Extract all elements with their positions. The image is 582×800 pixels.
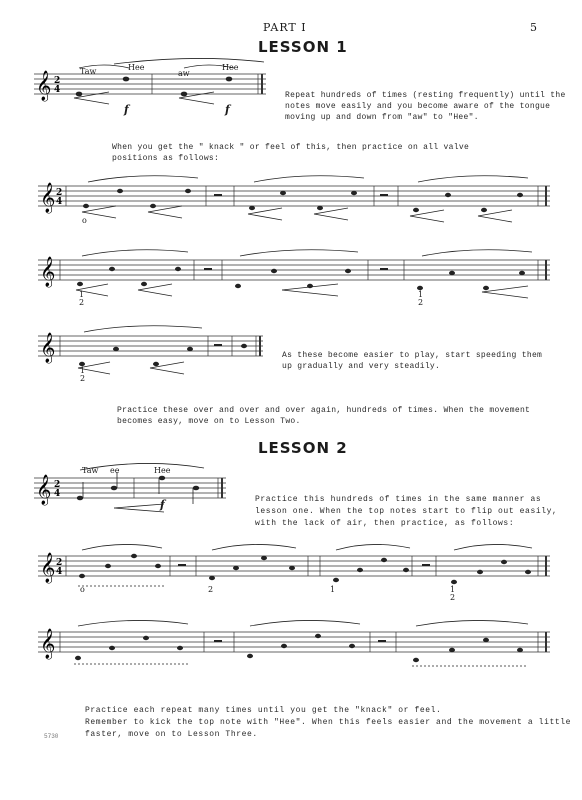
lesson-2-dynamic-forte: f — [160, 498, 165, 511]
lesson-2-fingering-2b: 2 — [450, 593, 456, 602]
lesson-1-instruction-2: When you get the " knack " or feel of this, then practice on all valve positions as follows: — [112, 143, 470, 163]
svg-text:𝄞: 𝄞 — [36, 475, 52, 505]
lesson-1-staff-a — [38, 172, 558, 232]
svg-text:4: 4 — [54, 85, 61, 95]
lesson-1-dynamic-forte: f — [124, 103, 129, 116]
fingering-2b: 2 — [418, 298, 424, 307]
lesson-1-instruction-4: Practice these over and over and over again, hundreds of times. When the movement becomes easy, move on to Lesson Two. — [117, 406, 531, 426]
svg-text:4: 4 — [56, 567, 63, 577]
svg-text:𝄞: 𝄞 — [36, 71, 52, 101]
lesson-1-instruction-3: As these become easier to play, start speeding them up gradually and very steadily. — [282, 351, 543, 371]
footer-code: 5730 — [44, 733, 59, 740]
svg-text:𝄞: 𝄞 — [40, 183, 56, 213]
lesson-2-instruction-2: Practice each repeat many times until you get the "knack" or feel. Remember to kick the top note with "Hee". When this feels easier and the movement a little faster, move on to Lesson Three. — [85, 706, 572, 739]
svg-text:𝄞: 𝄞 — [40, 553, 56, 583]
lesson-1-syllable-hee: Hee — [128, 63, 145, 72]
lesson-2-fingering-2: 2 — [208, 585, 214, 594]
lesson-1-syllable-hee-2: Hee — [222, 63, 239, 72]
lesson-2-fingering-1: 1 — [330, 585, 336, 594]
lesson-2-syllable-hee: Hee — [154, 466, 171, 475]
fingering-1b: 1 — [418, 290, 424, 299]
fingering-1c: 1 — [80, 366, 86, 375]
fingering-1: 1 — [79, 290, 85, 299]
svg-text:𝄞: 𝄞 — [40, 333, 56, 363]
lesson-1-title: LESSON 1 — [258, 38, 348, 56]
svg-text:𝄞: 𝄞 — [40, 629, 56, 659]
part-heading: PART I — [263, 21, 307, 34]
svg-text:2: 2 — [56, 558, 63, 568]
lesson-1-dynamic-forte-2: f — [225, 103, 230, 116]
svg-text:𝄞: 𝄞 — [40, 257, 56, 287]
fingering-open: o — [82, 216, 87, 225]
lesson-2-fingering-open: o — [80, 585, 85, 594]
lesson-2-fingering-1b: 1 — [450, 585, 456, 594]
lesson-2-staff-a — [38, 542, 558, 602]
fingering-2: 2 — [79, 298, 85, 307]
lesson-2-syllable-ee: ee — [110, 466, 120, 475]
fingering-2c: 2 — [80, 374, 86, 383]
lesson-1-staff-c — [38, 322, 268, 382]
svg-text:4: 4 — [54, 489, 61, 499]
lesson-1-staff-b — [38, 246, 558, 306]
lesson-1-syllable-taw: Taw — [80, 67, 97, 76]
lesson-2-title: LESSON 2 — [258, 439, 348, 457]
lesson-1-syllable-aw: aw — [178, 69, 190, 78]
lesson-1-instruction-1: Repeat hundreds of times (resting frequently) until the notes move easily and you become aware of the tongue moving up and down from "aw" to "Hee". — [285, 91, 566, 122]
lesson-2-instruction-1: Practice this hundreds of times in the same manner as lesson one. When the top notes start to flip out easily, with the lack of air, then practice, as follows: — [255, 495, 558, 528]
svg-text:2: 2 — [54, 76, 61, 86]
lesson-2-staff-b — [38, 618, 558, 678]
lesson-2-syllable-taw: Taw — [82, 466, 99, 475]
svg-text:2: 2 — [56, 188, 63, 198]
page-number: 5 — [530, 21, 538, 34]
svg-text:4: 4 — [56, 197, 63, 207]
svg-text:2: 2 — [54, 480, 61, 490]
lesson-2-intro-staff — [34, 464, 234, 524]
